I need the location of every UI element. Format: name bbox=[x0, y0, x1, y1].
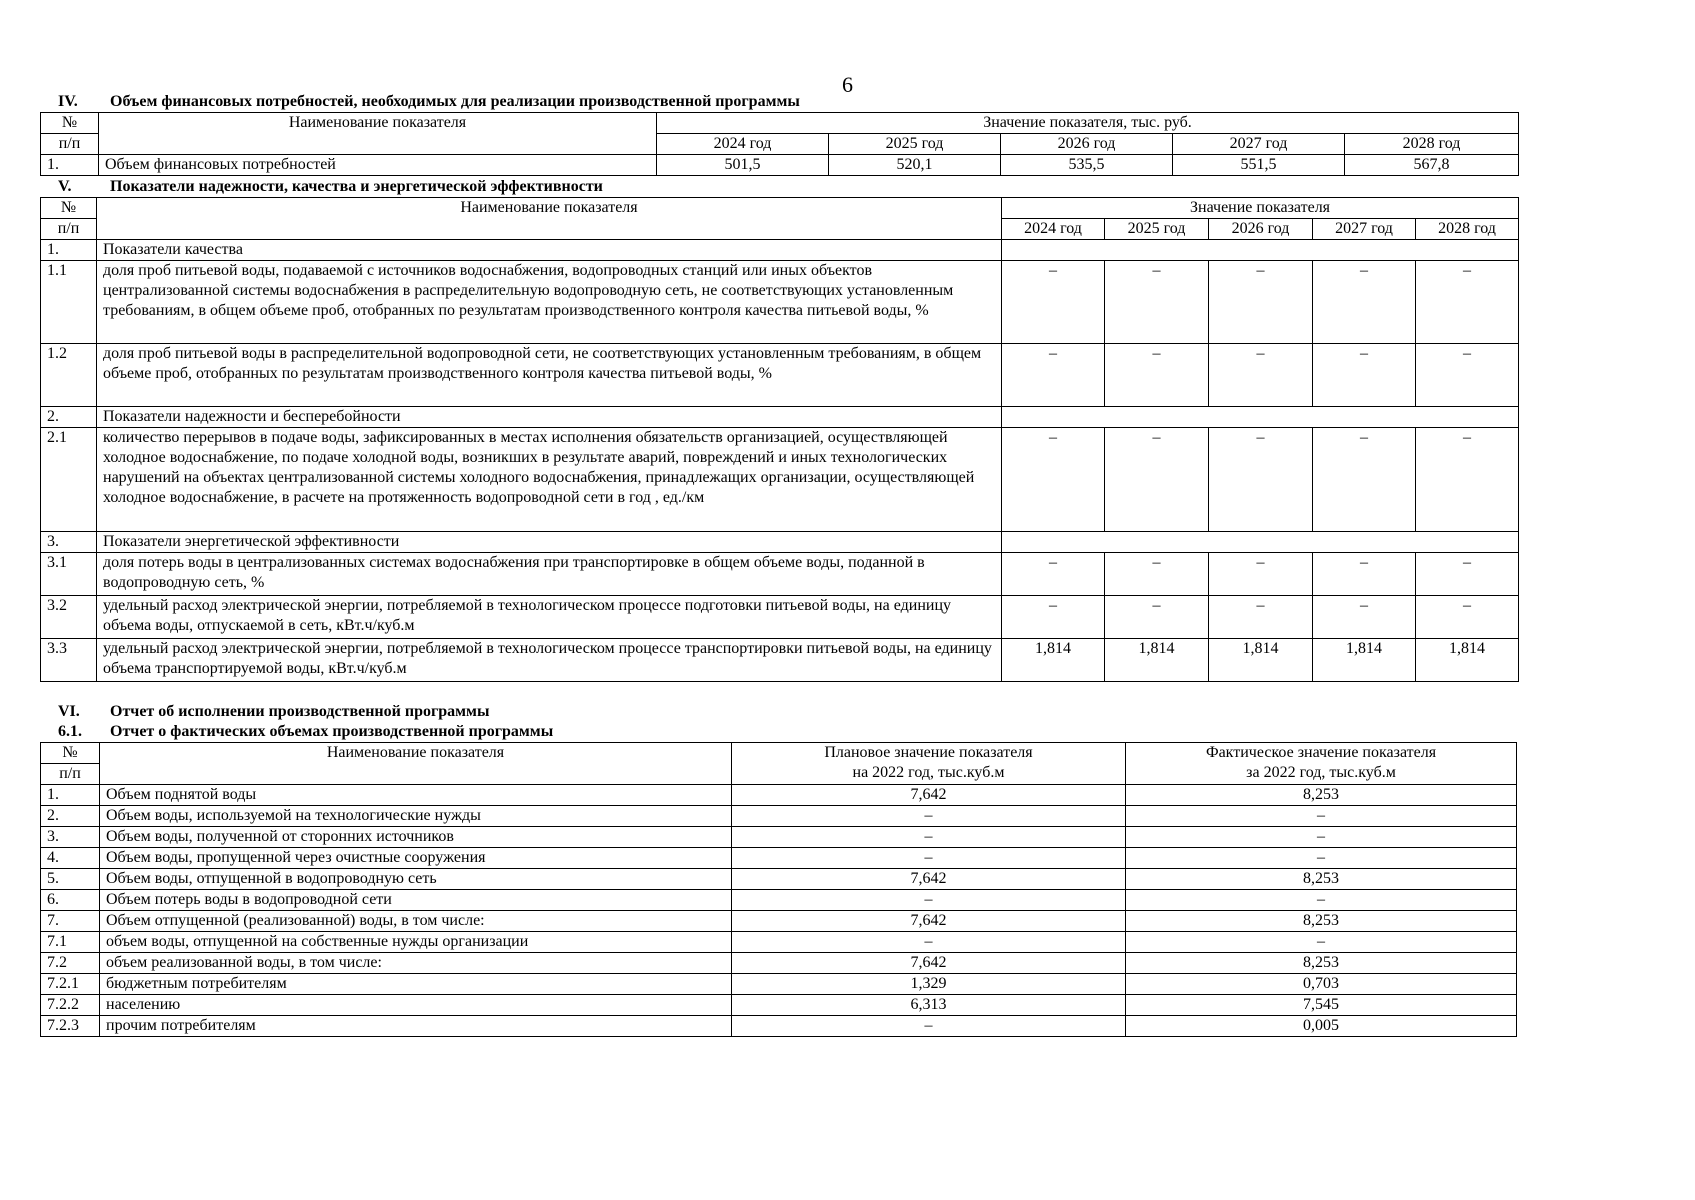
row-number: 1.2 bbox=[41, 344, 97, 407]
year-header: 2027 год bbox=[1173, 134, 1345, 155]
row-fact-value: 0,005 bbox=[1126, 1016, 1517, 1037]
row-value: – bbox=[1416, 344, 1519, 407]
section-5-number: V. bbox=[58, 178, 72, 195]
row-value: – bbox=[1105, 428, 1209, 532]
table-row bbox=[41, 911, 1517, 932]
col-plan-line-2: на 2022 год, тыс.куб.м bbox=[852, 764, 1005, 781]
row-value: – bbox=[1002, 553, 1105, 596]
section-6-1-heading: Отчет о фактических объемах производственной программы bbox=[110, 723, 554, 740]
reliability-table bbox=[40, 197, 1519, 682]
row-name: количество перерывов в подаче воды, зафиксированных в местах исполнения обязательств организацией, осуществляющей холодное водоснабжение, по подаче холодной воды, возникших в результате аварий, повреждений и иных технологических нарушений на объектах централизованной системы холодного водоснабжения, принадлежащих организации, осуществляющей холодное водоснабжение, в расчете на протяженность водопроводной сети в год , ед./км bbox=[97, 428, 1002, 532]
row-fact-value: – bbox=[1126, 932, 1517, 953]
col-num-header: № bbox=[41, 198, 97, 219]
row-value: 520,1 bbox=[829, 155, 1001, 176]
row-number: 7.2 bbox=[41, 953, 100, 974]
section-6-1-number: 6.1. bbox=[58, 723, 82, 740]
table-row bbox=[41, 532, 1519, 553]
table-row bbox=[41, 785, 1517, 806]
row-name: Объем поднятой воды bbox=[100, 785, 732, 806]
row-name: удельный расход электрической энергии, потребляемой в технологическом процессе транспортировки питьевой воды, на единицу объема транспортируемой воды, кВт.ч/куб.м bbox=[97, 639, 1002, 682]
row-value: – bbox=[1313, 553, 1416, 596]
row-value: – bbox=[1105, 261, 1209, 344]
row-plan-value: 7,642 bbox=[732, 911, 1126, 932]
row-value: – bbox=[1002, 596, 1105, 639]
row-fact-value: 0,703 bbox=[1126, 974, 1517, 995]
col-name-header: Наименование показателя bbox=[100, 743, 732, 785]
row-value: 535,5 bbox=[1001, 155, 1173, 176]
section-4-heading: Объем финансовых потребностей, необходимых для реализации производственной программы bbox=[110, 93, 800, 110]
row-name: бюджетным потребителям bbox=[100, 974, 732, 995]
row-number: 2. bbox=[41, 806, 100, 827]
row-name: Объем воды, полученной от сторонних источников bbox=[100, 827, 732, 848]
table-row bbox=[41, 261, 1519, 344]
row-name: Объем потерь воды в водопроводной сети bbox=[100, 890, 732, 911]
row-value: 1,814 bbox=[1105, 639, 1209, 682]
year-header: 2024 год bbox=[1002, 219, 1105, 240]
row-value: – bbox=[1209, 344, 1313, 407]
row-name: Объем воды, отпущенной в водопроводную сеть bbox=[100, 869, 732, 890]
row-value: – bbox=[1105, 596, 1209, 639]
row-plan-value: 1,329 bbox=[732, 974, 1126, 995]
col-fact-line-2: за 2022 год, тыс.куб.м bbox=[1246, 764, 1396, 781]
row-value: – bbox=[1416, 261, 1519, 344]
col-plan-header bbox=[732, 743, 1126, 785]
row-plan-value: – bbox=[732, 932, 1126, 953]
table-row bbox=[41, 974, 1517, 995]
row-number: 7.1 bbox=[41, 932, 100, 953]
row-plan-value: – bbox=[732, 848, 1126, 869]
row-value: – bbox=[1209, 428, 1313, 532]
row-value: – bbox=[1313, 596, 1416, 639]
row-number: 3. bbox=[41, 532, 97, 553]
row-value: – bbox=[1416, 553, 1519, 596]
table-row bbox=[41, 344, 1519, 407]
row-value: 1,814 bbox=[1002, 639, 1105, 682]
row-value: – bbox=[1002, 261, 1105, 344]
section-6-heading: Отчет об исполнении производственной программы bbox=[110, 703, 490, 720]
row-name: удельный расход электрической энергии, потребляемой в технологическом процессе подготовки питьевой воды, на единицу объема воды, отпускаемой в сеть, кВт.ч/куб.м bbox=[97, 596, 1002, 639]
table-row bbox=[41, 932, 1517, 953]
row-number: 3.2 bbox=[41, 596, 97, 639]
col-fact-line-1: Фактическое значение показателя bbox=[1205, 744, 1437, 761]
row-plan-value: 6,313 bbox=[732, 995, 1126, 1016]
col-num-header-2: п/п bbox=[41, 764, 100, 785]
row-name: прочим потребителям bbox=[100, 1016, 732, 1037]
row-value: – bbox=[1313, 344, 1416, 407]
table-row bbox=[41, 407, 1519, 428]
row-number: 3.1 bbox=[41, 553, 97, 596]
row-name: Объем финансовых потребностей bbox=[99, 155, 657, 176]
row-number: 1.1 bbox=[41, 261, 97, 344]
table-row bbox=[41, 428, 1519, 532]
table-row bbox=[41, 553, 1519, 596]
section-6-title bbox=[58, 702, 489, 722]
col-fact-header bbox=[1126, 743, 1517, 785]
row-number: 1. bbox=[41, 240, 97, 261]
table-row bbox=[41, 155, 1519, 176]
section-5-title bbox=[58, 177, 603, 197]
row-number: 7.2.1 bbox=[41, 974, 100, 995]
row-name: доля проб питьевой воды, подаваемой с источников водоснабжения, водопроводных станций или иных объектов централизованной системы водоснабжения в распределительную водопроводную сеть, не соответствующих установленным требованиям, в общем объеме проб, отобранных по результатам производственного контроля качества питьевой воды, % bbox=[97, 261, 1002, 344]
row-value: – bbox=[1416, 596, 1519, 639]
table-row bbox=[41, 1016, 1517, 1037]
row-value: – bbox=[1209, 553, 1313, 596]
row-value: 1,814 bbox=[1209, 639, 1313, 682]
row-fact-value: 8,253 bbox=[1126, 911, 1517, 932]
row-empty-values bbox=[1002, 532, 1519, 553]
row-empty-values bbox=[1002, 240, 1519, 261]
row-value: 567,8 bbox=[1345, 155, 1519, 176]
row-value: 1,814 bbox=[1313, 639, 1416, 682]
col-num-header-2: п/п bbox=[41, 219, 97, 240]
section-5-heading: Показатели надежности, качества и энергетической эффективности bbox=[110, 178, 603, 195]
col-name-header: Наименование показателя bbox=[97, 198, 1002, 240]
row-value: 501,5 bbox=[657, 155, 829, 176]
year-header: 2026 год bbox=[1001, 134, 1173, 155]
table-row bbox=[41, 240, 1519, 261]
row-value: – bbox=[1105, 344, 1209, 407]
section-4-number: IV. bbox=[58, 93, 78, 110]
section-6-number: VI. bbox=[58, 703, 80, 720]
row-value: 1,814 bbox=[1416, 639, 1519, 682]
row-name: доля потерь воды в централизованных системах водоснабжения при транспортировке в общем объеме воды, поданной в водопроводную сеть, % bbox=[97, 553, 1002, 596]
row-number: 5. bbox=[41, 869, 100, 890]
row-number: 7. bbox=[41, 911, 100, 932]
col-plan-line-1: Плановое значение показателя bbox=[824, 744, 1033, 761]
row-number: 7.2.3 bbox=[41, 1016, 100, 1037]
row-value: – bbox=[1105, 553, 1209, 596]
row-plan-value: – bbox=[732, 890, 1126, 911]
row-name: Показатели энергетической эффективности bbox=[97, 532, 1002, 553]
row-plan-value: – bbox=[732, 1016, 1126, 1037]
row-value: – bbox=[1209, 596, 1313, 639]
row-fact-value: – bbox=[1126, 848, 1517, 869]
year-header: 2025 год bbox=[1105, 219, 1209, 240]
table-row bbox=[41, 827, 1517, 848]
year-header: 2024 год bbox=[657, 134, 829, 155]
row-fact-value: 8,253 bbox=[1126, 785, 1517, 806]
row-plan-value: 7,642 bbox=[732, 953, 1126, 974]
row-number: 1. bbox=[41, 155, 99, 176]
row-name: доля проб питьевой воды в распределительной водопроводной сети, не соответствующих установленным требованиям, в общем объеме проб, отобранных по результатам производственного контроля качества питьевой воды, % bbox=[97, 344, 1002, 407]
row-plan-value: 7,642 bbox=[732, 869, 1126, 890]
section-4-title bbox=[58, 92, 800, 112]
table-row bbox=[41, 806, 1517, 827]
col-value-header: Значение показателя, тыс. руб. bbox=[657, 113, 1519, 134]
row-fact-value: – bbox=[1126, 806, 1517, 827]
table-row bbox=[41, 639, 1519, 682]
row-value: – bbox=[1209, 261, 1313, 344]
row-number: 3.3 bbox=[41, 639, 97, 682]
table-row bbox=[41, 848, 1517, 869]
row-fact-value: 8,253 bbox=[1126, 869, 1517, 890]
row-name: Объем воды, пропущенной через очистные сооружения bbox=[100, 848, 732, 869]
row-plan-value: 7,642 bbox=[732, 785, 1126, 806]
page-number: 6 bbox=[842, 72, 853, 97]
row-name: объем реализованной воды, в том числе: bbox=[100, 953, 732, 974]
row-fact-value: – bbox=[1126, 890, 1517, 911]
row-fact-value: – bbox=[1126, 827, 1517, 848]
year-header: 2027 год bbox=[1313, 219, 1416, 240]
row-value: – bbox=[1416, 428, 1519, 532]
row-number: 3. bbox=[41, 827, 100, 848]
row-name: Показатели качества bbox=[97, 240, 1002, 261]
col-num-header-2: п/п bbox=[41, 134, 99, 155]
row-value: 551,5 bbox=[1173, 155, 1345, 176]
financial-needs-table bbox=[40, 112, 1519, 176]
row-value: – bbox=[1002, 344, 1105, 407]
row-name: Объем воды, используемой на технологические нужды bbox=[100, 806, 732, 827]
col-num-header: № bbox=[41, 743, 100, 764]
table-row bbox=[41, 890, 1517, 911]
row-number: 2. bbox=[41, 407, 97, 428]
year-header: 2028 год bbox=[1416, 219, 1519, 240]
col-value-header: Значение показателя bbox=[1002, 198, 1519, 219]
row-name: объем воды, отпущенной на собственные нужды организации bbox=[100, 932, 732, 953]
row-value: – bbox=[1313, 261, 1416, 344]
col-name-header: Наименование показателя bbox=[99, 113, 657, 155]
row-plan-value: – bbox=[732, 827, 1126, 848]
col-num-header: № bbox=[41, 113, 99, 134]
row-number: 2.1 bbox=[41, 428, 97, 532]
table-row bbox=[41, 995, 1517, 1016]
table-row bbox=[41, 953, 1517, 974]
row-name: населению bbox=[100, 995, 732, 1016]
row-number: 4. bbox=[41, 848, 100, 869]
row-empty-values bbox=[1002, 407, 1519, 428]
year-header: 2026 год bbox=[1209, 219, 1313, 240]
row-number: 6. bbox=[41, 890, 100, 911]
table-row bbox=[41, 596, 1519, 639]
row-value: – bbox=[1313, 428, 1416, 532]
year-header: 2025 год bbox=[829, 134, 1001, 155]
section-6-1-title bbox=[58, 722, 553, 742]
row-fact-value: 7,545 bbox=[1126, 995, 1517, 1016]
year-header: 2028 год bbox=[1345, 134, 1519, 155]
row-name: Показатели надежности и бесперебойности bbox=[97, 407, 1002, 428]
row-value: – bbox=[1002, 428, 1105, 532]
row-number: 1. bbox=[41, 785, 100, 806]
row-number: 7.2.2 bbox=[41, 995, 100, 1016]
row-plan-value: – bbox=[732, 806, 1126, 827]
table-row bbox=[41, 869, 1517, 890]
row-name: Объем отпущенной (реализованной) воды, в том числе: bbox=[100, 911, 732, 932]
row-fact-value: 8,253 bbox=[1126, 953, 1517, 974]
production-report-table bbox=[40, 742, 1517, 1037]
